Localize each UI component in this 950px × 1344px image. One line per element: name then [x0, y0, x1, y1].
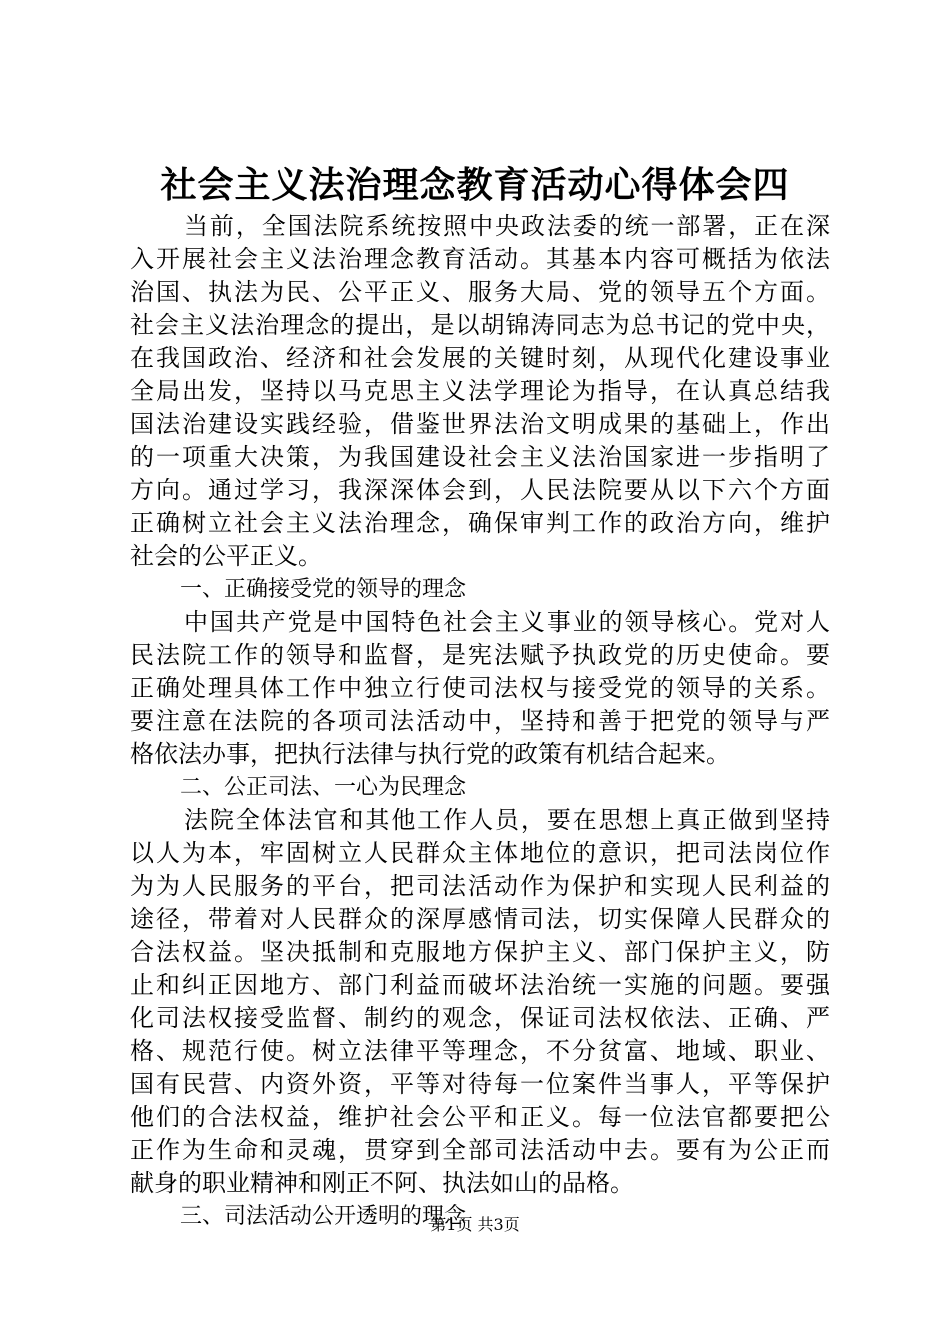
- paragraph-line: 法院全体法官和其他工作人员，要在思想上真正做到坚持: [184, 806, 830, 834]
- paragraph-line: 要注意在法院的各项司法活动中，坚持和善于把党的领导与严: [130, 707, 830, 735]
- paragraph-line: 止和纠正因地方、部门利益而破坏法治统一实施的问题。要强: [130, 971, 830, 999]
- paragraph-line: 在我国政治、经济和社会发展的关键时刻，从现代化建设事业: [130, 344, 830, 372]
- paragraph-line: 以人为本，牢固树立人民群众主体地位的意识，把司法岗位作: [130, 839, 830, 867]
- paragraph-line: 治国、执法为民、公平正义、服务大局、党的领导五个方面。: [130, 278, 830, 306]
- paragraph-line: 全局出发，坚持以马克思主义法学理论为指导，在认真总结我: [130, 377, 830, 405]
- section-heading: 三、司法活动公开透明的理念: [180, 1204, 467, 1229]
- paragraph-line: 正作为生命和灵魂，贯穿到全部司法活动中去。要有为公正而: [130, 1136, 830, 1164]
- paragraph-line: 献身的职业精神和刚正不阿、执法如山的品格。: [130, 1169, 634, 1197]
- paragraph-line: 化司法权接受监督、制约的观念，保证司法权依法、正确、严: [130, 1004, 830, 1032]
- paragraph-line: 国有民营、内资外资，平等对待每一位案件当事人，平等保护: [130, 1070, 830, 1098]
- page-footer: 第1页 共3页: [430, 1215, 520, 1234]
- document-body: [130, 210, 830, 1233]
- paragraph-line: 他们的合法权益，维护社会公平和正义。每一位法官都要把公: [130, 1103, 830, 1131]
- paragraph-line: 为为人民服务的平台，把司法活动作为保护和实现人民利益的: [130, 872, 830, 900]
- paragraph-line: 的一项重大决策，为我国建设社会主义法治国家进一步指明了: [130, 443, 830, 471]
- section-heading: 一、正确接受党的领导的理念: [180, 577, 467, 602]
- document-title: 社会主义法治理念教育活动心得体会四: [160, 164, 790, 206]
- paragraph-line: 当前，全国法院系统按照中央政法委的统一部署，正在深: [184, 212, 830, 240]
- paragraph-line: 社会主义法治理念的提出，是以胡锦涛同志为总书记的党中央，: [130, 311, 830, 339]
- paragraph-line: 正确处理具体工作中独立行使司法权与接受党的领导的关系。: [130, 674, 830, 702]
- paragraph-line: 格、规范行使。树立法律平等理念，不分贫富、地域、职业、: [130, 1037, 830, 1065]
- section-heading: 二、公正司法、一心为民理念: [180, 775, 467, 800]
- paragraph-line: 民法院工作的领导和监督，是宪法赋予执政党的历史使命。要: [130, 641, 830, 669]
- paragraph-line: 合法权益。坚决抵制和克服地方保护主义、部门保护主义，防: [130, 938, 830, 966]
- paragraph-line: 中国共产党是中国特色社会主义事业的领导核心。党对人: [184, 608, 830, 636]
- paragraph-line: 国法治建设实践经验，借鉴世界法治文明成果的基础上，作出: [130, 410, 830, 438]
- paragraph-line: 社会的公平正义。: [130, 542, 322, 570]
- paragraph-line: 正确树立社会主义法治理念，确保审判工作的政治方向，维护: [130, 509, 830, 537]
- paragraph-line: 方向。通过学习，我深深体会到，人民法院要从以下六个方面: [130, 476, 830, 504]
- paragraph-line: 途径，带着对人民群众的深厚感情司法，切实保障人民群众的: [130, 905, 830, 933]
- paragraph-line: 格依法办事，把执行法律与执行党的政策有机结合起来。: [130, 740, 730, 768]
- paragraph-line: 入开展社会主义法治理念教育活动。其基本内容可概括为依法: [130, 245, 830, 273]
